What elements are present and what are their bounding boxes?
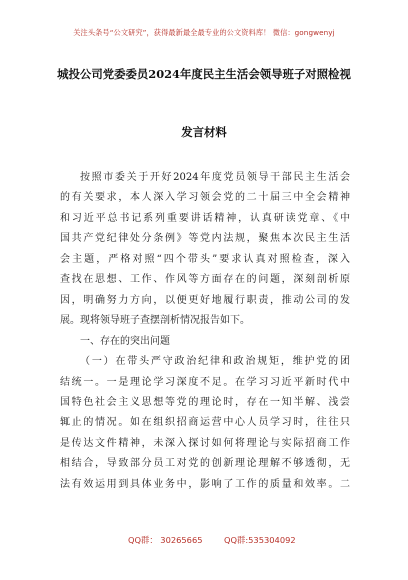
body-line: 和习近平总书记系列重要讲话精神，认真研读党章、《中 bbox=[60, 212, 350, 224]
document-body bbox=[60, 168, 350, 495]
body-line: 法有效运用到具体业务中，影响了工作的质量和效率。二 bbox=[60, 478, 350, 490]
header-banner: 关注头条号“公文研究”，获得最新最全最专业的公文资料库！ 微信：gongwenyj bbox=[73, 28, 335, 37]
body-line: 展。现将领导班子查摆剖析情况报告如下。 bbox=[60, 315, 250, 327]
body-line: 的有关要求，本人深入学习领会党的二十届三中全会精神 bbox=[60, 192, 350, 204]
body-line: 国共产党纪律处分条例》等党内法规，聚焦本次民主生活 bbox=[60, 233, 350, 245]
section-heading: 一、存在的突出问题 bbox=[80, 335, 170, 347]
footer-qq-group-2: QQ群:535304092 bbox=[224, 535, 296, 545]
body-line: 是传达文件精神，未深入探讨如何将理论与实际招商工作 bbox=[60, 437, 350, 449]
body-line: 国特色社会主义思想等党的理论时，存在一知半解、浅尝 bbox=[60, 396, 350, 408]
document-title-continued: 发言材料 bbox=[181, 125, 227, 139]
footer-qq-group-1: QQ群： 30265665 bbox=[128, 535, 203, 545]
body-line: 会主题，严格对照“四个带头”要求认真对照检查，深入 bbox=[60, 253, 350, 265]
body-line: （一）在带头严守政治纪律和政治规矩，维护党的团 bbox=[80, 356, 350, 368]
body-line: 因，明确努力方向，以便更好地履行职责，推动公司的发 bbox=[60, 294, 350, 306]
body-line: 查找在思想、工作、作风等方面存在的问题，深刻剖析原 bbox=[60, 274, 350, 286]
document-title: 城投公司党委委员2024年度民主生活会领导班子对照检视 bbox=[57, 67, 351, 81]
body-line: 结统一。一是理论学习深度不足。在学习习近平新时代中 bbox=[60, 376, 350, 388]
body-line: 按照市委关于开好2024年度党员领导干部民主生活会 bbox=[80, 172, 350, 183]
body-line: 辄止的情况。如在组织招商运营中心人员学习时，往往只 bbox=[60, 417, 350, 429]
body-line: 相结合，导致部分员工对党的创新理论理解不够透彻，无 bbox=[60, 458, 350, 470]
